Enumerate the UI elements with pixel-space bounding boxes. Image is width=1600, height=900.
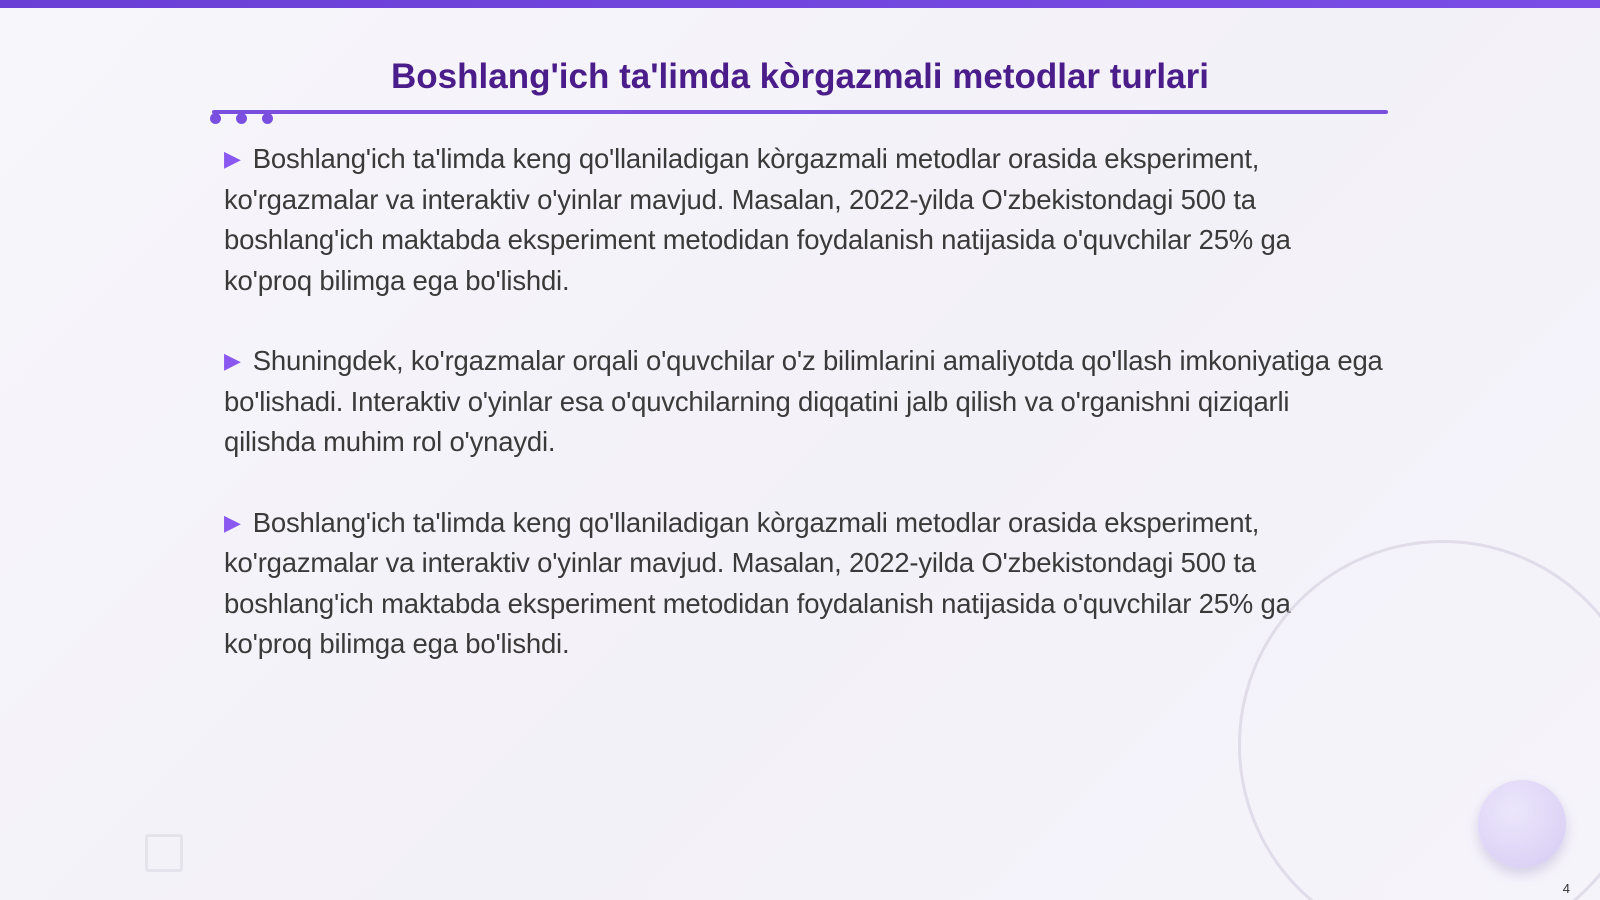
paragraph-text: Boshlang'ich ta'limda keng qo'llaniladigan kòrgazmali metodlar orasida eksperiment, ko'rgazmalar va interaktiv o'yinlar mavjud. Masalan, 2022-yilda O'zbekistondagi 500 ta boshlang'ich maktabda eksperiment metodidan foydalanish natijasida o'quvchilar 25% ga ko'proq bilimga ega bo'lishdi. <box>224 143 1291 296</box>
page-number: 4 <box>1562 881 1570 896</box>
bullet-paragraph <box>224 341 1384 463</box>
title-underline <box>212 110 1388 114</box>
paragraph-text: Boshlang'ich ta'limda keng qo'llaniladigan kòrgazmali metodlar orasida eksperiment, ko'rgazmalar va interaktiv o'yinlar mavjud. Masalan, 2022-yilda O'zbekistondagi 500 ta boshlang'ich maktabda eksperiment metodidan foydalanish natijasida o'quvchilar 25% ga ko'proq bilimga ega bo'lishdi. <box>224 506 1291 659</box>
bullet-arrow-icon: ▶ <box>224 348 241 373</box>
decorative-dot <box>210 113 221 124</box>
bullet-paragraph <box>224 503 1384 665</box>
decorative-sphere <box>1478 780 1566 868</box>
slide-title: Boshlang'ich ta'limda kòrgazmali metodlar turlari <box>391 57 1209 96</box>
decorative-dot <box>262 113 273 124</box>
paragraph-text: Shuningdek, ko'rgazmalar orqali o'quvchilar o'z bilimlarini amaliyotda qo'llash imkoniyatiga ega bo'lishadi. Interaktiv o'yinlar esa o'quvchilarning diqqatini jalb qilish va o'rganishni qiziqarli qilishda muhim rol o'ynaydi. <box>224 345 1383 457</box>
bullet-arrow-icon: ▶ <box>224 146 241 171</box>
decorative-square <box>145 834 183 872</box>
decorative-dot <box>236 113 247 124</box>
bullet-arrow-icon: ▶ <box>224 509 241 535</box>
content-body <box>224 139 1384 705</box>
bullet-paragraph <box>224 139 1384 301</box>
top-accent-bar <box>0 0 1600 8</box>
